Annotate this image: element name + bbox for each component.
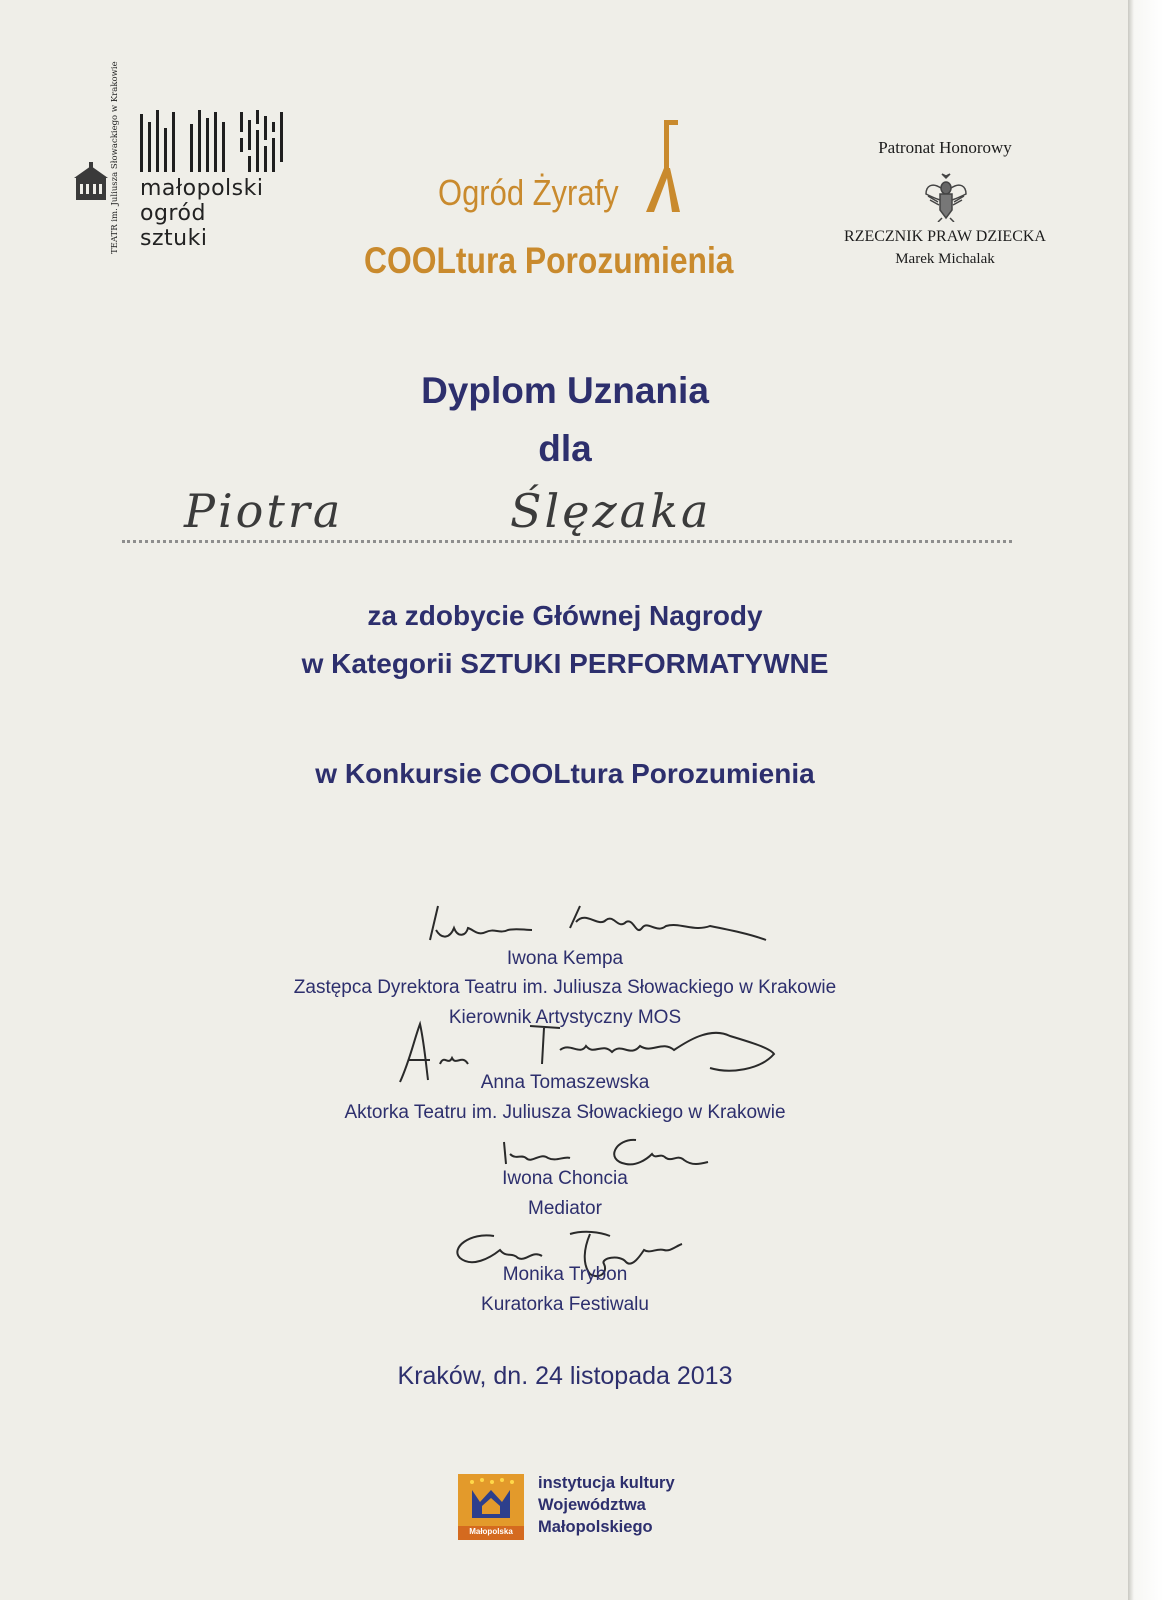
- signatory-name: Monika Trybon: [502, 1264, 628, 1285]
- signatory-name: Iwona Kempa: [506, 948, 624, 969]
- patronage-person: Marek Michalak: [895, 251, 995, 267]
- signatory-name: Anna Tomaszewska: [480, 1072, 650, 1093]
- mos-logo: [74, 61, 304, 274]
- signatory-role: Kuratorka Festiwalu: [481, 1294, 649, 1315]
- signatory-role: Zastępca Dyrektora Teatru im. Juliusza Słowackiego w Krakowie: [293, 977, 837, 998]
- diploma-title: Dyplom Uznania: [421, 370, 709, 411]
- ogrod-zyrafy-logo-text: Ogród Żyrafy: [438, 172, 619, 213]
- recipient-first-name: Piotra: [184, 484, 344, 538]
- institution-caption: [538, 1472, 675, 1538]
- patronage-institution: RZECZNIK PRAW DZIECKA: [844, 228, 1046, 245]
- issue-date: Kraków, dn. 24 listopada 2013: [397, 1362, 733, 1390]
- institution-line: Województwa: [538, 1496, 646, 1514]
- mos-vertical-caption: TEATR im. Juliusza Słowackiego w Krakowie: [110, 61, 120, 254]
- mos-logo-line: ogród: [140, 201, 206, 226]
- signatory-role: Mediator: [528, 1198, 602, 1219]
- reason-line-2: w Kategorii SZTUKI PERFORMATYWNE: [301, 648, 829, 679]
- signatory-name: Iwona Choncia: [502, 1168, 628, 1189]
- signatory-role: Aktorka Teatru im. Juliusza Słowackiego w Krakowie: [344, 1102, 786, 1123]
- institution-line: instytucja kultury: [538, 1474, 675, 1492]
- diploma-for: dla: [538, 428, 592, 469]
- cooltura-logo-text: COOLtura Porozumienia: [364, 240, 734, 281]
- mos-barcode-icon: [140, 108, 300, 174]
- theatre-building-icon: [74, 162, 108, 202]
- dotted-line: [122, 540, 1012, 543]
- signatory-role: Kierownik Artystyczny MOS: [448, 1007, 682, 1028]
- mos-logo-line: sztuki: [140, 226, 208, 251]
- polish-eagle-emblem-icon: [924, 172, 968, 222]
- institution-line: Małopolskiego: [538, 1518, 653, 1536]
- malopolska-logo-label: Małopolska: [469, 1527, 513, 1536]
- mos-logo-line: małopolski: [140, 176, 264, 201]
- giraffe-logo-icon: [638, 118, 688, 214]
- scan-edge: [1128, 0, 1164, 1600]
- patronage-label: Patronat Honorowy: [878, 138, 1012, 157]
- reason-line-1: za zdobycie Głównej Nagrody: [367, 600, 763, 631]
- contest-line: w Konkursie COOLtura Porozumienia: [315, 758, 815, 789]
- mos-logo-text: [140, 176, 263, 251]
- recipient-last-name: Ślęzaka: [510, 484, 712, 538]
